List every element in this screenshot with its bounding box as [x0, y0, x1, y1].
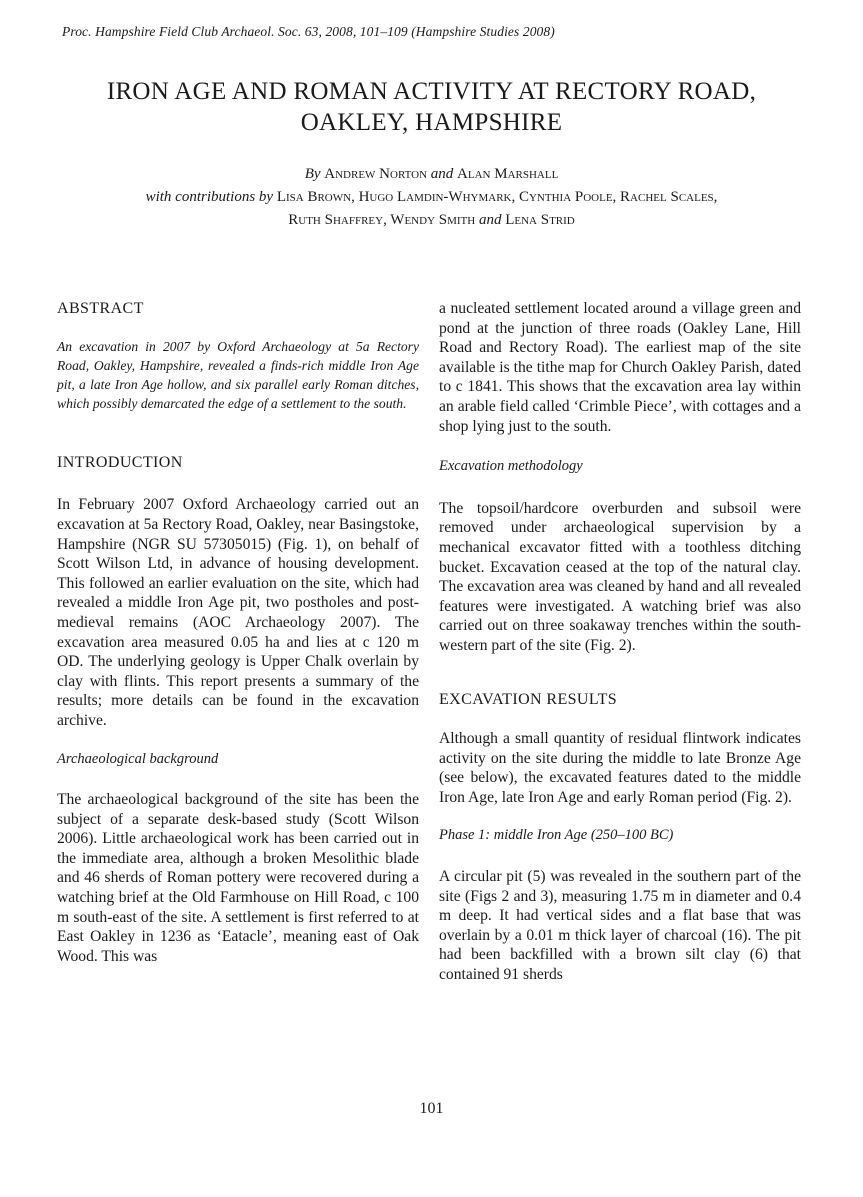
background-heading: Archaeological background	[57, 750, 219, 767]
abstract-text: An excavation in 2007 by Oxford Archaeology at 5a Rectory Road, Oakley, Hampshire, revealed a finds-rich middle Iron Age pit, a late Iron Age hollow, and six parallel early Roman ditches, which possibly demarcated the edge of a settlement to the south.	[57, 338, 419, 412]
byline-with: with contributions by	[145, 189, 274, 205]
article-title	[60, 76, 803, 138]
methodology-heading: Excavation methodology	[439, 458, 583, 475]
page-number: 101	[419, 1100, 444, 1117]
methodology-text: The topsoil/hardcore overburden and subsoil were removed under archaeological supervision by a mechanical excavator fitted with a toothless ditching bucket. Excavation ceased at the top of the natural clay. The excavation area was cleaned by hand and all revealed features were investigated. A watching brief was also carried out on three soakaway trenches within the south-western part of the site (Fig. 2).	[439, 499, 801, 654]
byline	[40, 163, 823, 232]
phase1-text: A circular pit (5) was revealed in the southern part of the site (Figs 2 and 3), measuring 1.75 m in diameter and 0.4 m deep. It had vertical sides and a flat base that was overlain by a 0.01 m thick layer of charcoal (16). The pit had been backfilled with a brown silt clay (6) that contained 91 sherds	[439, 868, 801, 984]
contributors-line-1: Lisa Brown, Hugo Lamdin-Whymark, Cynthia Poole, Rachel Scales,	[276, 189, 718, 205]
introduction-text: In February 2007 Oxford Archaeology carried out an excavation at 5a Rectory Road, Oakley, near Basingstoke, Hampshire (NGR SU 57305015) (Fig. 1), on behalf of Scott Wilson Ltd, in advance of housing development. This followed an earlier evaluation on the site, which had revealed a middle Iron Age pit, two postholes and post-medieval remains (AOC Archaeology 2007). The excavation area measured 0.05 ha and lies at c 120 m OD. The underlying geology is Upper Chalk overlain by clay with flints. This report presents a summary of the results; more details can be found in the excavation archive.	[57, 496, 419, 729]
contributors-line-2b: Lena Strid	[505, 212, 575, 228]
byline-and: and	[430, 166, 454, 182]
background-text-cont: a nucleated settlement located around a village green and pond at the junction of three roads (Oakley Lane, Hill Road and Rectory Road). The earliest map of the site available is the tithe map for Church Oakley Parish, dated to c 1841. This shows that the excavation area lay within an arable field called ‘Crimble Piece’, with cottages and a shop lying just to the south.	[439, 300, 801, 435]
left-column	[57, 299, 419, 966]
byline-by: By	[304, 166, 321, 182]
introduction-heading: INTRODUCTION	[57, 453, 183, 471]
contributors-line-2a: Ruth Shaffrey, Wendy Smith	[288, 212, 476, 228]
author-1: Andrew Norton	[324, 166, 428, 182]
phase1-heading: Phase 1: middle Iron Age (250–100 BC)	[439, 827, 674, 844]
byline-authors	[40, 163, 823, 186]
background-text: The archaeological background of the site has been the subject of a separate desk-based study (Scott Wilson 2006). Little archaeological work has been carried out in the immediate area, although a broken Mesolithic blade and 46 sherds of Roman pottery were recovered during a watching brief at the Old Farmhouse on Hill Road, c 100 m south-east of the site. A settlement is first referred to at East Oakley in 1236 as ‘Eatacle’, meaning east of Oak Wood. This was	[57, 791, 419, 965]
abstract-heading: ABSTRACT	[57, 300, 144, 317]
title-line-2: OAKLEY, HAMPSHIRE	[300, 109, 563, 136]
title-line-1: IRON AGE AND ROMAN ACTIVITY AT RECTORY ROAD,	[106, 78, 757, 105]
author-2: Alan Marshall	[457, 166, 559, 182]
results-text: Although a small quantity of residual flintwork indicates activity on the site during the middle to late Bronze Age (see below), the excavated features dated to the middle Iron Age, late Iron Age and early Roman period (Fig. 2).	[439, 730, 801, 806]
byline-contributors-cont	[40, 209, 823, 232]
results-heading: EXCAVATION RESULTS	[439, 690, 618, 708]
byline-contributors	[40, 186, 823, 209]
right-column	[439, 299, 801, 985]
running-head: Proc. Hampshire Field Club Archaeol. Soc. 63, 2008, 101–109 (Hampshire Studies 2008)	[62, 24, 555, 39]
byline-and-2: and	[478, 212, 502, 228]
